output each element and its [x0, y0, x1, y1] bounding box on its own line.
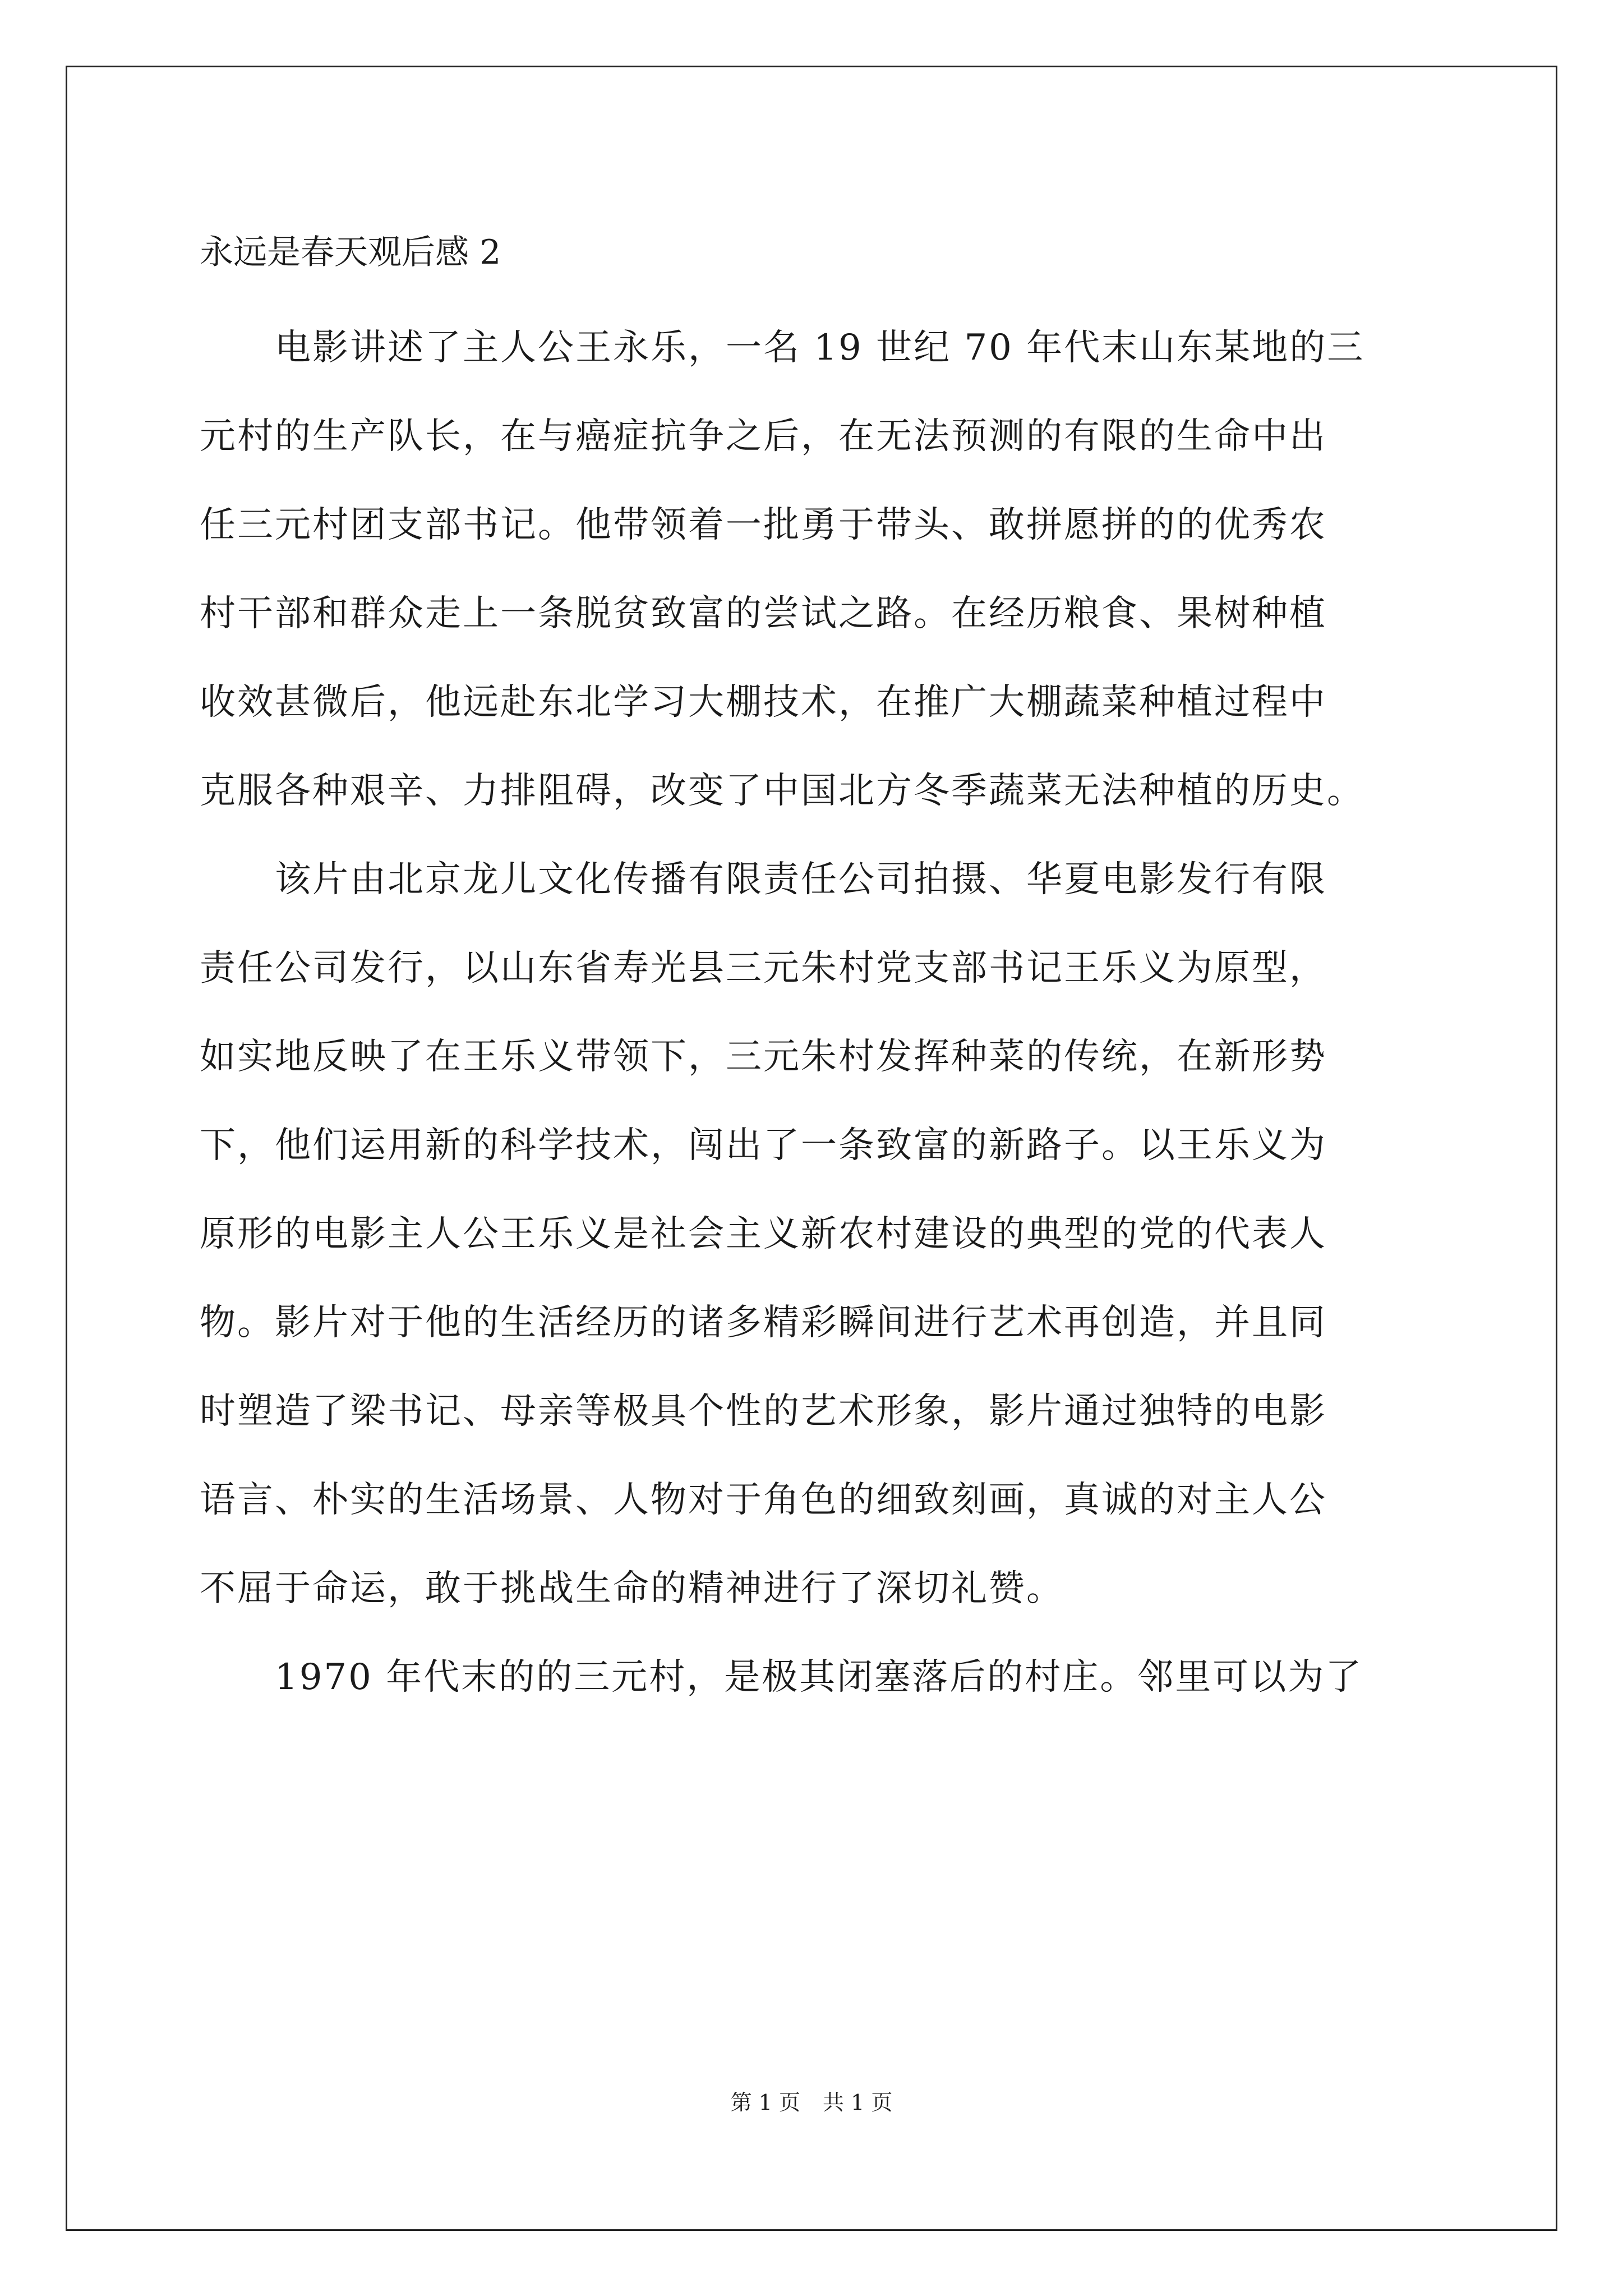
body-line: 电影讲述了主人公王永乐，一名 19 世纪 70 年代末山东某地的三 — [200, 327, 1365, 369]
body-line: 1970 年代末的的三元村，是极其闭塞落后的村庄。邻里可以为了 — [200, 1657, 1363, 1698]
page-total: 共 1 页 — [823, 2090, 893, 2115]
body-line: 克服各种艰辛、力排阻碍，改变了中国北方冬季蔬菜无法种植的历史。 — [200, 770, 1364, 812]
page-footer — [0, 2086, 1623, 2119]
body-line: 收效甚微后，他远赴东北学习大棚技术，在推广大棚蔬菜种植过程中 — [200, 682, 1327, 723]
body-line: 时塑造了梁书记、母亲等极具个性的艺术形象，影片通过独特的电影 — [200, 1391, 1327, 1432]
body-line: 语言、朴实的生活场景、人物对于角色的细致刻画，真诚的对主人公 — [200, 1479, 1327, 1521]
body-line: 村干部和群众走上一条脱贫致富的尝试之路。在经历粮食、果树种植 — [200, 593, 1327, 634]
body-line: 该片由北京龙儿文化传播有限责任公司拍摄、华夏电影发行有限 — [200, 859, 1327, 900]
body-line: 如实地反映了在王乐义带领下，三元朱村发挥种菜的传统，在新形势 — [200, 1036, 1327, 1078]
document-title: 永远是春天观后感 2 — [200, 233, 501, 272]
body-line: 物。影片对于他的生活经历的诸多精彩瞬间进行艺术再创造，并且同 — [200, 1302, 1327, 1343]
body-line: 下，他们运用新的科学技术，闯出了一条致富的新路子。以王乐义为 — [200, 1125, 1327, 1166]
page-number: 第 1 页 — [730, 2090, 800, 2115]
body-line: 不屈于命运，敢于挑战生命的精神进行了深切礼赞。 — [200, 1568, 1064, 1609]
body-line: 元村的生产队长，在与癌症抗争之后，在无法预测的有限的生命中出 — [200, 416, 1327, 457]
body-line: 原形的电影主人公王乐义是社会主义新农村建设的典型的党的代表人 — [200, 1213, 1327, 1255]
body-line: 任三元村团支部书记。他带领着一批勇于带头、敢拼愿拼的的优秀农 — [200, 504, 1327, 546]
body-line: 责任公司发行，以山东省寿光县三元朱村党支部书记王乐义为原型， — [200, 947, 1327, 989]
